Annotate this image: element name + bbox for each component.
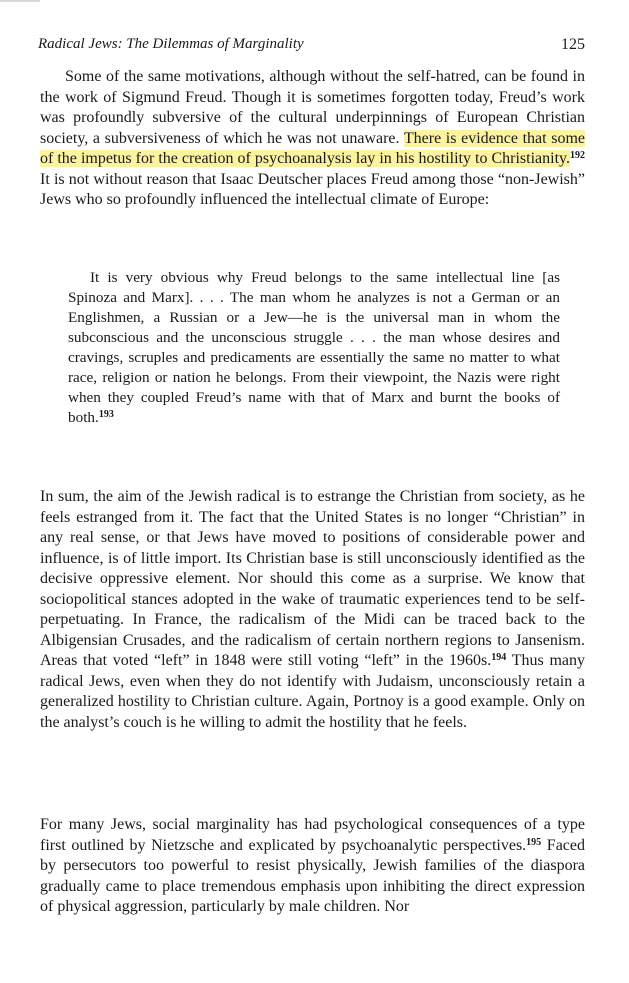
block-quote-deutscher	[68, 268, 560, 428]
running-title: Radical Jews: The Dilemmas of Marginality	[38, 36, 304, 52]
page-number: 125	[561, 36, 585, 53]
paragraph-text: For many Jews, social marginality has had psychological consequences of a type first outlined by Nietzsche and explicated by psychoanalytic perspectives.	[40, 816, 585, 854]
page-header	[38, 36, 585, 58]
footnote-ref-193: 193	[98, 409, 114, 420]
paragraph-freud	[40, 67, 585, 211]
footnote-ref-195: 195	[526, 836, 542, 848]
quote-text: It is very obvious why Freud belongs to the same intellectual line [as Spinoza and Marx]. . . . The man whom he analyzes is not a German or an Englishmen, a Russian or a Jew—he is the universal man in whom the subconscious and the unconscious struggle . . . the man whose desires and cravings, scruples and predicaments are essentially the same no matter to what race, religion or nation he belongs. From their viewpoint, the Nazis were right when they coupled Freud’s name with that of Marx and burnt the books of both.	[68, 269, 560, 426]
paragraph-jewish-radical	[40, 487, 585, 733]
paragraph-text: Some of the same motivations, although without the self-hatred, can be found in the work of Sigmund Freud. Though it is sometimes forgotten today, Freud’s work was profoundly subversive of the cultural underpinnings of European Christian society, a subversiveness of which he was not unaware.	[40, 68, 585, 147]
paragraph-text-continued: It is not without reason that Isaac Deutscher places Freud among those “non-Jewish” Jews who so profoundly influenced the intellectual climate of Europe:	[40, 170, 585, 208]
footnote-ref-194: 194	[491, 652, 507, 663]
footnote-ref-192: 192	[570, 150, 585, 161]
scan-corner-mark	[0, 0, 40, 2]
paragraph-text-continued: Thus many radical Jews, even when they do not identify with Judaism, unconsciously retain a generalized hostility to Christian culture. Again, Portnoy is a good example. Only on the analyst’s couch is he willing to admit the hostility that he feels.	[40, 652, 585, 731]
paragraph-text-continued: Faced by persecutors too powerful to resist physically, Jewish families of the diaspora gradually came to place tremendous emphasis upon inhibiting the direct expression of physical aggression, particularly by male children. Nor	[40, 836, 585, 915]
highlighted-text: There is evidence that some of the impetus for the creation of psychoanalysis lay in his hostility to Christianity.	[40, 129, 586, 167]
paragraph-text: In sum, the aim of the Jewish radical is to estrange the Christian from society, as he feels estranged from it. The fact that the United States is no longer “Christian” in any real sense, or that Jews have moved to positions of considerable power and influence, is of little import. Its Christian base is still unconsciously identified as the decisive oppressive element. Nor should this come as a surprise. We know that sociopolitical stances adopted in the wake of traumatic experiences tend to be self-perpetuating. In France, the radicalism of the Midi can be traced back to the Albigensian Crusades, and the radicalism of certain northern regions to Jansenism. Areas that voted “left” in 1848 were still voting “left” in the 1960s.	[40, 488, 585, 669]
paragraph-social-marginality	[40, 815, 585, 918]
